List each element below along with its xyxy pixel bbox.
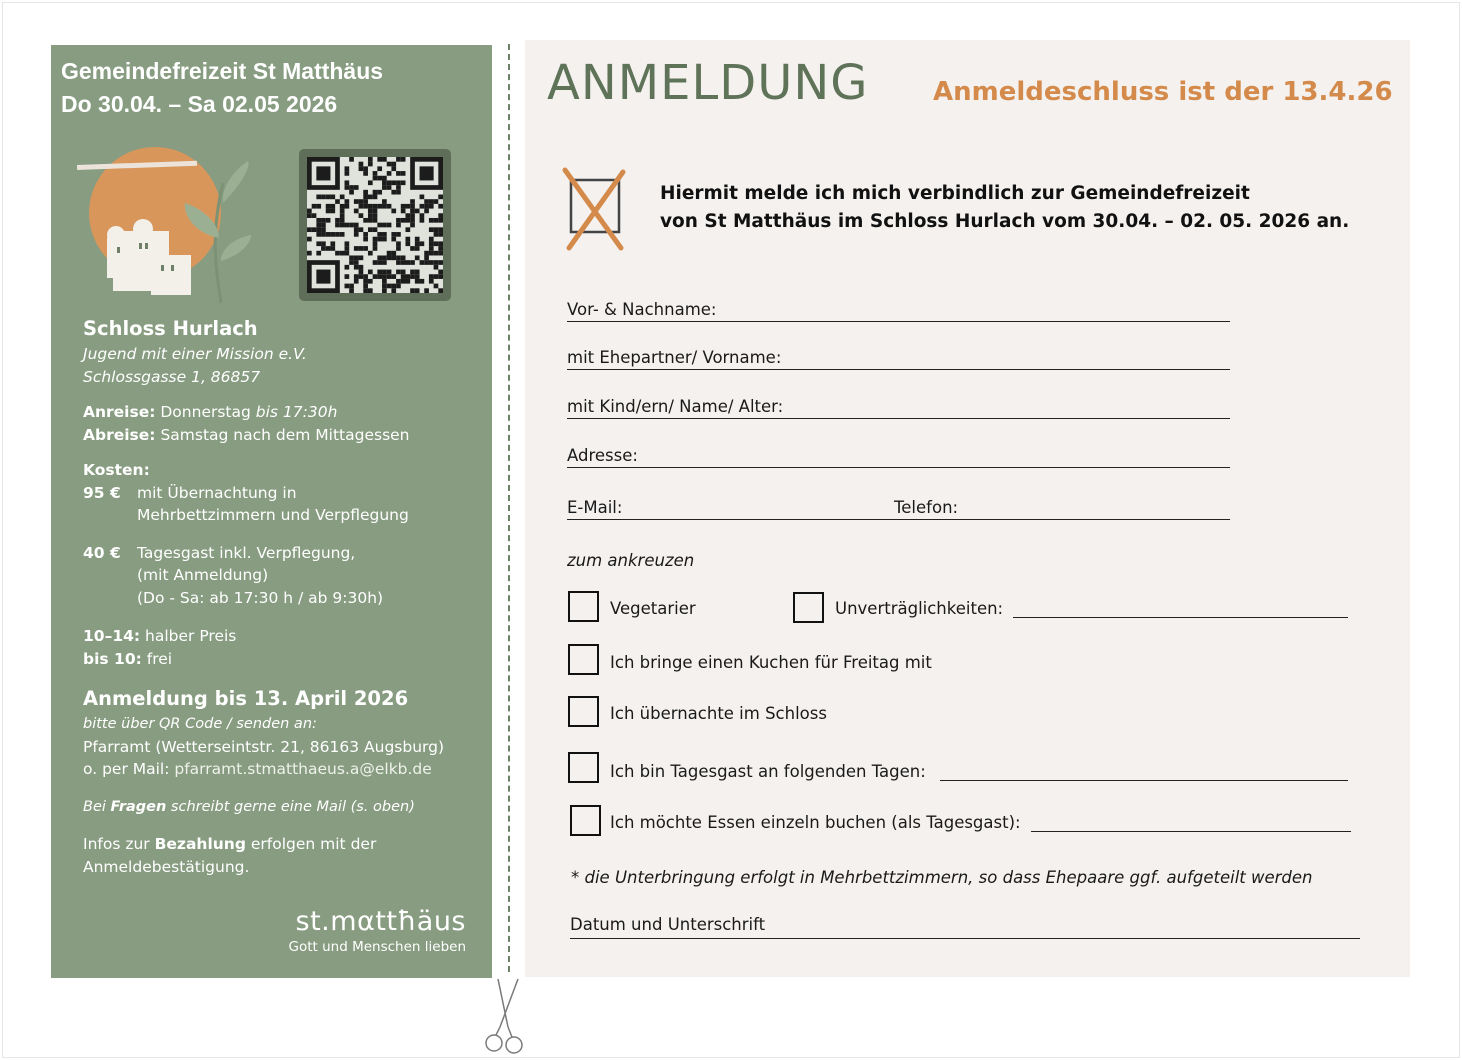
questions-text: Bei [83, 798, 106, 815]
event-title [61, 55, 383, 121]
costs-section [83, 459, 483, 670]
overnight-label: Ich übernachte im Schloss [610, 704, 827, 723]
departure-label: Abreise: [83, 425, 156, 444]
cost-desc: mit Übernachtung in [137, 483, 297, 502]
signature-field[interactable] [570, 938, 1360, 939]
cost-desc: Tagesgast inkl. Verpflegung, [137, 543, 356, 562]
intolerances-checkbox[interactable] [793, 592, 824, 623]
daytime-guest-label: Ich bin Tagesgast an folgenden Tagen: [610, 762, 926, 781]
partner-field[interactable] [567, 369, 1230, 370]
vegetarian-checkbox[interactable] [568, 591, 599, 622]
mail-prefix: o. per Mail: [83, 760, 170, 778]
signature-label: Datum und Unterschrift [570, 915, 766, 934]
questions-note [83, 796, 483, 819]
meals-label: Ich möchte Essen einzeln buchen (als Tagesgast): [610, 813, 1021, 832]
age-discount [83, 648, 483, 671]
cake-label: Ich bringe einen Kuchen für Freitag mit [610, 653, 932, 672]
registration-via: bitte über QR Code / senden an: [83, 716, 317, 732]
cost-desc: (Do - Sa: ab 17:30 h / ab 9:30h) [137, 588, 384, 607]
cost-desc: (mit Anmeldung) [137, 566, 269, 584]
age-label: 10–14: [83, 627, 141, 645]
email-label: E-Mail: [567, 498, 623, 517]
age-value: frei [146, 649, 173, 668]
accommodation-note: * die Unterbringung erfolgt in Mehrbettzimmern, so dass Ehepaare ggf. aufgeteilt werden [571, 868, 1313, 887]
declaration-text [660, 180, 1349, 236]
scissors-icon [480, 975, 528, 1057]
departure-value: Samstag nach dem Mittagessen [160, 425, 410, 444]
children-label: mit Kind/ern/ Name/ Alter: [567, 397, 784, 416]
payment-text: erfolgen mit der [250, 835, 377, 853]
age-label: bis 10: [83, 649, 142, 668]
venue-org: Jugend mit einer Mission e.V. [83, 345, 307, 363]
age-value: halber Preis [145, 627, 237, 645]
checked-checkbox[interactable] [561, 166, 631, 252]
meals-field[interactable] [1031, 831, 1351, 832]
payment-text: Anmeldebestätigung. [83, 857, 250, 876]
deadline-notice: Anmeldeschluss ist der 13.4.26 [933, 77, 1393, 107]
event-dates: Do 30.04. – Sa 02.05 2026 [61, 91, 338, 117]
payment-emphasis: Bezahlung [154, 835, 246, 853]
overnight-checkbox[interactable] [568, 696, 599, 727]
costs-label: Kosten: [83, 461, 150, 479]
cost-item [83, 542, 483, 610]
vegetarian-label: Vegetarier [610, 599, 696, 618]
info-panel [51, 45, 492, 978]
registration-office: Pfarramt (Wetterseintstr. 21, 86163 Augsburg) [83, 737, 445, 756]
children-field[interactable] [567, 418, 1230, 419]
event-details [83, 315, 483, 878]
payment-note [83, 833, 483, 878]
meals-checkbox[interactable] [570, 805, 601, 836]
checkbox-hint: zum ankreuzen [567, 551, 695, 570]
cost-price: 95 € [83, 483, 121, 502]
travel-info [83, 401, 483, 446]
event-title-line1: Gemeindefreizeit St Matthäus [61, 58, 384, 84]
venue-address: Schlossgasse 1, 86857 [83, 367, 261, 386]
declaration-line: Hiermit melde ich mich verbindlich zur Gemeindefreizeit [660, 183, 1250, 204]
address-field[interactable] [567, 467, 1230, 468]
cost-price: 40 € [83, 543, 121, 562]
payment-text: Infos zur [83, 835, 150, 853]
castle-plant-illustration [73, 143, 253, 313]
address-label: Adresse: [567, 446, 638, 465]
age-discount [83, 625, 483, 648]
cost-item [83, 482, 483, 527]
arrival-time: bis 17:30h [255, 403, 338, 421]
arrival-label: Anreise: [83, 403, 156, 421]
registration-mail-row [83, 758, 483, 781]
partner-label: mit Ehepartner/ Vorname: [567, 348, 782, 367]
arrival-value: Donnerstag [160, 403, 251, 421]
questions-emphasis: Fragen [110, 798, 167, 815]
intolerances-field[interactable] [1013, 617, 1348, 618]
declaration-line: von St Matthäus im Schloss Hurlach vom 30.04. – 02. 05. 2026 an. [660, 211, 1350, 232]
mail-link[interactable]: pfarramt.stmatthaeus.a@elkb.de [174, 760, 432, 778]
cake-checkbox[interactable] [568, 644, 599, 675]
venue-name: Schloss Hurlach [83, 317, 258, 340]
form-heading: ANMELDUNG [547, 55, 869, 111]
name-label: Vor- & Nachname: [567, 300, 717, 319]
registration-form [525, 40, 1410, 977]
daytime-guest-field[interactable] [940, 780, 1348, 781]
registration-heading: Anmeldung bis 13. April 2026 [83, 687, 409, 710]
daytime-guest-checkbox[interactable] [568, 752, 599, 783]
qr-code[interactable] [299, 149, 451, 301]
email-phone-field[interactable] [567, 519, 1230, 520]
brand-logo [289, 907, 466, 957]
phone-label: Telefon: [894, 498, 959, 517]
cost-desc: Mehrbettzimmern und Verpflegung [137, 506, 409, 524]
logo-tagline: Gott und Menschen lieben [288, 939, 466, 955]
name-field[interactable] [567, 321, 1230, 322]
questions-text: schreibt gerne eine Mail (s. oben) [170, 798, 415, 815]
cut-line [508, 44, 514, 972]
intolerances-label: Unverträglichkeiten: [835, 599, 1004, 618]
logo-wordmark: st.mαttħäus [295, 906, 466, 937]
